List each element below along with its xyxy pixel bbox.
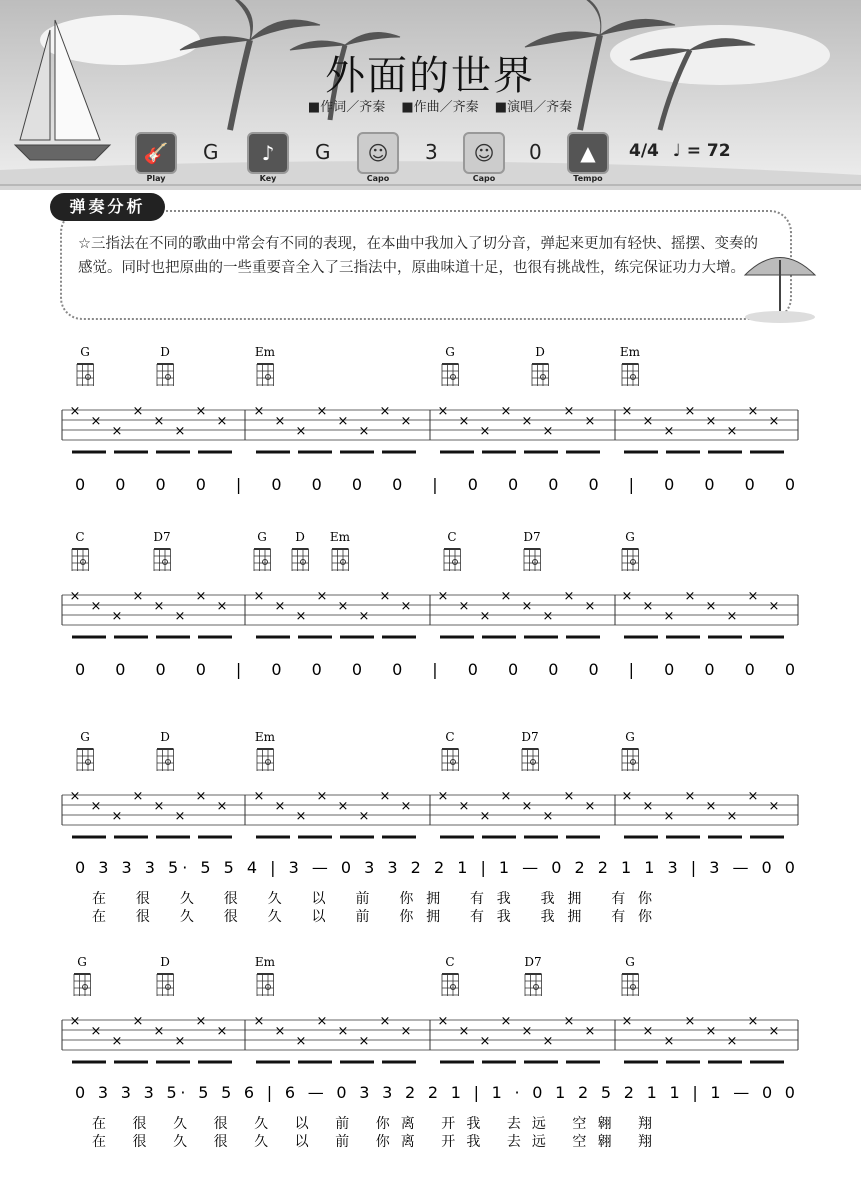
chord-diagram [257,974,274,996]
strum-x-mark: × [747,589,759,604]
numbered-notation: 0 0 0 0 | 0 0 0 0 | 0 0 0 0 | 0 0 0 0 [75,660,796,679]
strum-x-mark: × [358,609,370,624]
chord-diagram [72,549,89,571]
strum-x-mark: × [500,589,512,604]
strum-x-mark: × [642,599,654,614]
strum-x-mark: × [500,404,512,419]
strum-x-mark: × [195,1014,207,1029]
chord-name: G [625,530,635,544]
capo-label-2: Capo [472,174,496,183]
tab-system-4 [0,950,861,1160]
singer-credit: ■演唱／齐秦 [494,100,573,115]
strum-x-mark: × [584,599,596,614]
chord-name: G [77,955,87,969]
chord-diagram [157,364,174,386]
strum-x-mark: × [216,414,228,429]
strum-x-mark: × [132,589,144,604]
chord-name: Em [254,955,276,969]
song-credits [280,96,600,115]
chord-diagram [154,549,171,571]
strum-x-mark: × [295,424,307,439]
tab-system-3 [0,725,861,935]
strum-x-mark: × [563,1014,575,1029]
strum-x-mark: × [358,809,370,824]
chord-name: D7 [153,530,171,544]
lyrics-line-1: 在 很 久 很 久 以 前 你离 开我 去远 空翱 翔 [92,1116,652,1132]
chord-name: G [257,530,267,544]
strum-x-mark: × [274,799,286,814]
strum-x-mark: × [437,1014,449,1029]
strum-x-mark: × [642,1024,654,1039]
capo-value: 3 [425,140,438,164]
strum-x-mark: × [111,609,123,624]
chord-name: G [625,730,635,744]
strum-x-mark: × [642,414,654,429]
strum-x-mark: × [174,424,186,439]
strum-x-mark: × [316,789,328,804]
key-label: Key [259,174,277,183]
strum-x-mark: × [521,1024,533,1039]
strum-x-mark: × [132,1014,144,1029]
strum-x-mark: × [90,599,102,614]
chord-diagram [77,364,94,386]
strum-x-mark: × [684,789,696,804]
strum-x-mark: × [379,1014,391,1029]
strum-x-mark: × [705,599,717,614]
strum-x-mark: × [542,424,554,439]
chord-diagram [157,749,174,771]
strum-x-mark: × [132,404,144,419]
strum-x-mark: × [458,599,470,614]
chord-diagram [442,974,459,996]
tempo-label: Tempo [573,174,603,183]
strum-x-mark: × [705,414,717,429]
strum-x-mark: × [500,1014,512,1029]
chord-name: C [445,730,455,744]
strum-x-mark: × [253,404,265,419]
strum-x-mark: × [337,414,349,429]
chord-name: Em [329,530,351,544]
strum-x-mark: × [358,1034,370,1049]
lyrics-line-2: 在 很 久 很 久 以 前 你拥 有我 我拥 有你 [92,909,652,925]
strum-x-mark: × [684,589,696,604]
strum-x-mark: × [132,789,144,804]
strum-x-mark: × [726,1034,738,1049]
song-title: 外面的世界 [325,53,535,99]
chord-diagram [442,364,459,386]
strum-x-mark: × [295,609,307,624]
strum-x-mark: × [768,799,780,814]
beach-umbrella-icon [740,245,820,325]
strum-x-mark: × [500,789,512,804]
chord-name: C [447,530,457,544]
strum-x-mark: × [458,799,470,814]
chord-name: Em [254,345,276,359]
quarter-note-icon: ♩ [672,141,681,161]
strum-x-mark: × [90,1024,102,1039]
play-label: Play [146,174,166,183]
strum-x-mark: × [663,809,675,824]
guitar-icon: 🎸 [135,132,177,174]
chord-name: G [445,345,455,359]
strum-x-mark: × [337,599,349,614]
strum-x-mark: × [458,1024,470,1039]
time-signature: 4/4 [629,141,659,161]
lyrics-line-1: 在 很 久 很 久 以 前 你拥 有我 我拥 有你 [92,891,652,907]
strum-x-mark: × [684,404,696,419]
strum-x-mark: × [316,1014,328,1029]
strum-x-mark: × [521,799,533,814]
lyricist-credit: ■作词／齐秦 [307,100,386,115]
strum-x-mark: × [542,809,554,824]
strum-x-mark: × [563,404,575,419]
strum-x-mark: × [726,809,738,824]
chord-diagram [292,549,309,571]
chord-name: D [160,730,170,744]
strum-x-mark: × [69,1014,81,1029]
numbered-notation: 0 0 0 0 | 0 0 0 0 | 0 0 0 0 | 0 0 0 0 [75,475,796,494]
strum-x-mark: × [621,589,633,604]
strum-x-mark: × [174,609,186,624]
strum-x-mark: × [705,1024,717,1039]
strum-x-mark: × [111,1034,123,1049]
strum-x-mark: × [747,1014,759,1029]
strum-x-mark: × [584,414,596,429]
strum-x-mark: × [216,599,228,614]
play-value: G [203,140,219,164]
strum-x-mark: × [274,1024,286,1039]
strum-x-mark: × [174,809,186,824]
strum-x-mark: × [705,799,717,814]
numbered-notation: 0 3 3 3 5· 5 5 6 | 6 — 0 3 3 2 2 1 | 1 · 0 1 2 5 2 1 1 | 1 — 0 0 [75,1083,795,1102]
strum-x-mark: × [437,404,449,419]
chord-diagram [74,974,91,996]
strum-x-mark: × [253,789,265,804]
strum-x-mark: × [584,1024,596,1039]
strum-x-mark: × [90,414,102,429]
strum-x-mark: × [216,799,228,814]
analysis-tag: 弹奏分析 [50,193,165,221]
strum-x-mark: × [479,809,491,824]
chord-diagram [622,364,639,386]
strum-x-mark: × [621,789,633,804]
strum-x-mark: × [479,1034,491,1049]
strum-x-mark: × [90,799,102,814]
strum-x-mark: × [69,789,81,804]
chord-name: D7 [521,730,539,744]
strum-x-mark: × [216,1024,228,1039]
strum-x-mark: × [400,1024,412,1039]
chord-diagram [525,974,542,996]
strum-x-mark: × [479,609,491,624]
strum-x-mark: × [358,424,370,439]
chord-name: G [80,730,90,744]
chord-name: Em [254,730,276,744]
strum-x-mark: × [726,424,738,439]
strum-x-mark: × [153,599,165,614]
chord-diagram [332,549,349,571]
chord-name: D [160,345,170,359]
chord-name: D [160,955,170,969]
chord-name: D7 [523,530,541,544]
strum-x-mark: × [768,414,780,429]
strum-x-mark: × [768,1024,780,1039]
tempo-marking [629,141,731,161]
chord-name: C [75,530,85,544]
song-info-bar [135,132,735,183]
strum-x-mark: × [584,799,596,814]
strum-x-mark: × [747,404,759,419]
strum-x-mark: × [768,599,780,614]
strum-x-mark: × [379,589,391,604]
capo-value-2: 0 [529,140,542,164]
strum-x-mark: × [69,589,81,604]
strum-x-mark: × [542,609,554,624]
strum-x-mark: × [195,589,207,604]
chord-diagram [622,974,639,996]
strum-x-mark: × [663,424,675,439]
chord-diagram [522,749,539,771]
chord-name: G [625,955,635,969]
strum-x-mark: × [153,414,165,429]
strum-x-mark: × [316,589,328,604]
strum-x-mark: × [337,1024,349,1039]
chord-diagram [532,364,549,386]
strum-x-mark: × [563,589,575,604]
strum-x-mark: × [153,1024,165,1039]
strum-x-mark: × [274,599,286,614]
chord-diagram [622,749,639,771]
chord-diagram [257,364,274,386]
analysis-text: ☆三指法在不同的歌曲中常会有不同的表现，在本曲中我加入了切分音，弹起来更加有轻快、摇摆、变奏的感觉。同时也把原曲的一些重要音全入了三指法中，原曲味道十足，也很有挑战性，练完保证功力大增。 [78,236,758,276]
strum-x-mark: × [316,404,328,419]
chord-name: Em [619,345,641,359]
strum-x-mark: × [621,1014,633,1029]
chord-name: C [445,955,455,969]
strum-x-mark: × [663,609,675,624]
key-value: G [315,140,331,164]
strum-x-mark: × [437,589,449,604]
chord-diagram [257,749,274,771]
strum-x-mark: × [253,589,265,604]
chord-name: D [295,530,305,544]
chord-name: D7 [524,955,542,969]
chord-name: G [80,345,90,359]
chord-diagram [622,549,639,571]
chord-diagram [444,549,461,571]
chord-diagram [77,749,94,771]
strum-x-mark: × [253,1014,265,1029]
strum-x-mark: × [563,789,575,804]
strum-x-mark: × [174,1034,186,1049]
capo-icon: ☺ [357,132,399,174]
numbered-notation: 0 3 3 3 5· 5 5 4 | 3 — 0 3 3 2 2 1 | 1 — 0 2 2 1 1 3 | 3 — 0 0 [75,858,795,877]
tempo-value: = 72 [686,141,731,161]
strum-x-mark: × [458,414,470,429]
strum-x-mark: × [521,414,533,429]
strum-x-mark: × [295,809,307,824]
strum-x-mark: × [542,1034,554,1049]
strum-x-mark: × [337,799,349,814]
composer-credit: ■作曲／齐秦 [401,100,479,115]
strum-x-mark: × [747,789,759,804]
strum-x-mark: × [69,404,81,419]
lyrics-line-2: 在 很 久 很 久 以 前 你离 开我 去远 空翱 翔 [92,1134,652,1150]
strum-x-mark: × [663,1034,675,1049]
chord-diagram [442,749,459,771]
strum-x-mark: × [642,799,654,814]
strum-x-mark: × [295,1034,307,1049]
strum-x-mark: × [379,404,391,419]
capo-icon-2: ☺ [463,132,505,174]
strum-x-mark: × [400,599,412,614]
strum-x-mark: × [479,424,491,439]
strum-x-mark: × [621,404,633,419]
strum-x-mark: × [400,799,412,814]
strum-x-mark: × [195,404,207,419]
tab-system-2 [0,525,861,695]
strum-x-mark: × [153,799,165,814]
capo-label: Capo [366,174,390,183]
chord-diagram [254,549,271,571]
strum-x-mark: × [274,414,286,429]
chord-name: D [535,345,545,359]
strum-x-mark: × [726,609,738,624]
tab-system-1 [0,340,861,510]
strum-x-mark: × [437,789,449,804]
strum-x-mark: × [400,414,412,429]
strum-x-mark: × [111,424,123,439]
strum-x-mark: × [379,789,391,804]
banjo-icon: ♪ [247,132,289,174]
strum-x-mark: × [521,599,533,614]
chord-diagram [157,974,174,996]
strum-x-mark: × [111,809,123,824]
metronome-icon: ▲ [567,132,609,174]
chord-diagram [524,549,541,571]
strum-x-mark: × [684,1014,696,1029]
strum-x-mark: × [195,789,207,804]
